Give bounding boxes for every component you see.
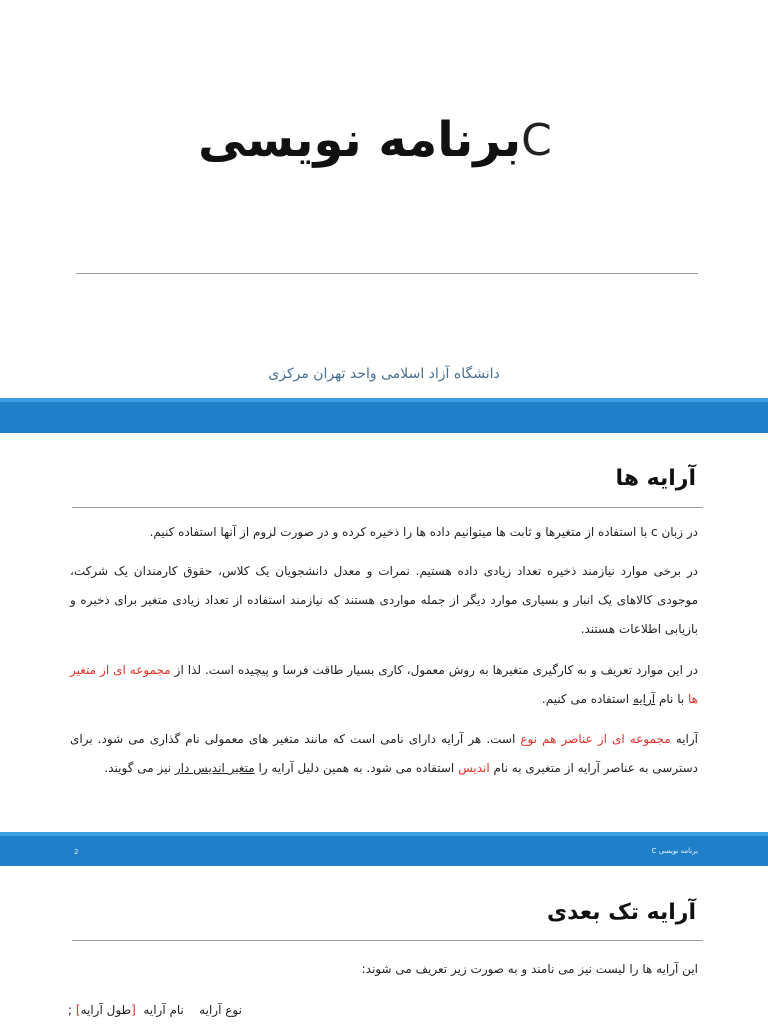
syntax-semicolon: ;	[68, 1003, 73, 1017]
slide2-footer-bar	[0, 832, 768, 866]
slide1-divider	[76, 273, 698, 274]
slide2-paragraph-1: در زبان c با استفاده از متغیرها و ثابت ها میتوانیم داده ها را ذخیره کرده و در صورت لزوم از آنها استفاده کنیم.	[149, 525, 698, 539]
p4-text-a: آرایه	[670, 732, 698, 746]
slide2-paragraph-3	[70, 656, 698, 714]
p4-text-c: است. هر آرایه دارای نامی است که مانند متغیر های معمولی نام گذاری می شود. برای دسترسی به عناصر آرایه از متغیری به نام	[70, 732, 698, 775]
slide3-paragraph-1: این آرایه ها را لیست نیز می نامند و به صورت زیر تعریف می شوند:	[361, 962, 698, 976]
p4-underline-indexed-variable: متغیر اندیس دار	[174, 761, 255, 775]
p3-highlight-variables: مجموعه ای از متغیر ها	[70, 663, 698, 706]
slide2-paragraph-2: در برخی موارد نیازمند ذخیره تعداد زیادی داده هستیم. نمرات و معدل دانشجویان یک کلاس، حقوق کارمندان یک شرکت، موجودی کالاهای یک انبار و بسیاری موارد دیگر از جمله مواردی هستند که نیازمند استفاده از تعداد زیادی متغیر برای ذخیره و بازیابی اطلاعات هستند.	[70, 564, 698, 636]
syntax-length: طول آرایه	[80, 1003, 132, 1017]
slide3-title: آرایه تک بعدی	[546, 900, 696, 925]
slide1-title	[0, 100, 768, 180]
page-number: 2	[74, 848, 79, 856]
slide1-title-letter: C	[521, 114, 552, 166]
p3-underline-array: آرایه	[632, 692, 656, 706]
slide1-title-text: برنامه نویسی	[198, 112, 522, 168]
slide1-footer-bar	[0, 398, 768, 433]
p4-text-e: استفاده می شود. به همین دلیل آرایه را	[254, 761, 459, 775]
p4-highlight-index: اندیس	[458, 761, 490, 775]
syntax-close-bracket: ]	[75, 1003, 81, 1017]
syntax-name: نام آرایه	[143, 1003, 184, 1017]
array-syntax	[68, 1003, 242, 1017]
p3-text-e: استفاده می کنیم.	[541, 692, 633, 706]
p4-highlight-elements: مجموعه ای از عناصر هم نوع	[520, 732, 671, 746]
slide2-divider	[72, 507, 703, 508]
slide2-title: آرایه ها	[615, 466, 696, 491]
footer-title: برنامه نویسی C	[651, 847, 698, 855]
slide1-subtitle: دانشگاه آزاد اسلامی واحد تهران مرکزی	[268, 366, 500, 382]
slide2-paragraph-4	[70, 725, 698, 783]
p3-text-c: با نام	[655, 692, 689, 706]
slide3-divider	[72, 940, 703, 941]
syntax-type: نوع آرایه	[199, 1003, 242, 1017]
p3-text-a: در این موارد تعریف و به کارگیری متغیرها به روش معمول، کاری بسیار طاقت فرسا و پیچیده است. لذا از	[170, 663, 698, 677]
p4-text-g: نیز می گویند.	[104, 761, 175, 775]
syntax-open-bracket: [	[131, 1003, 136, 1017]
